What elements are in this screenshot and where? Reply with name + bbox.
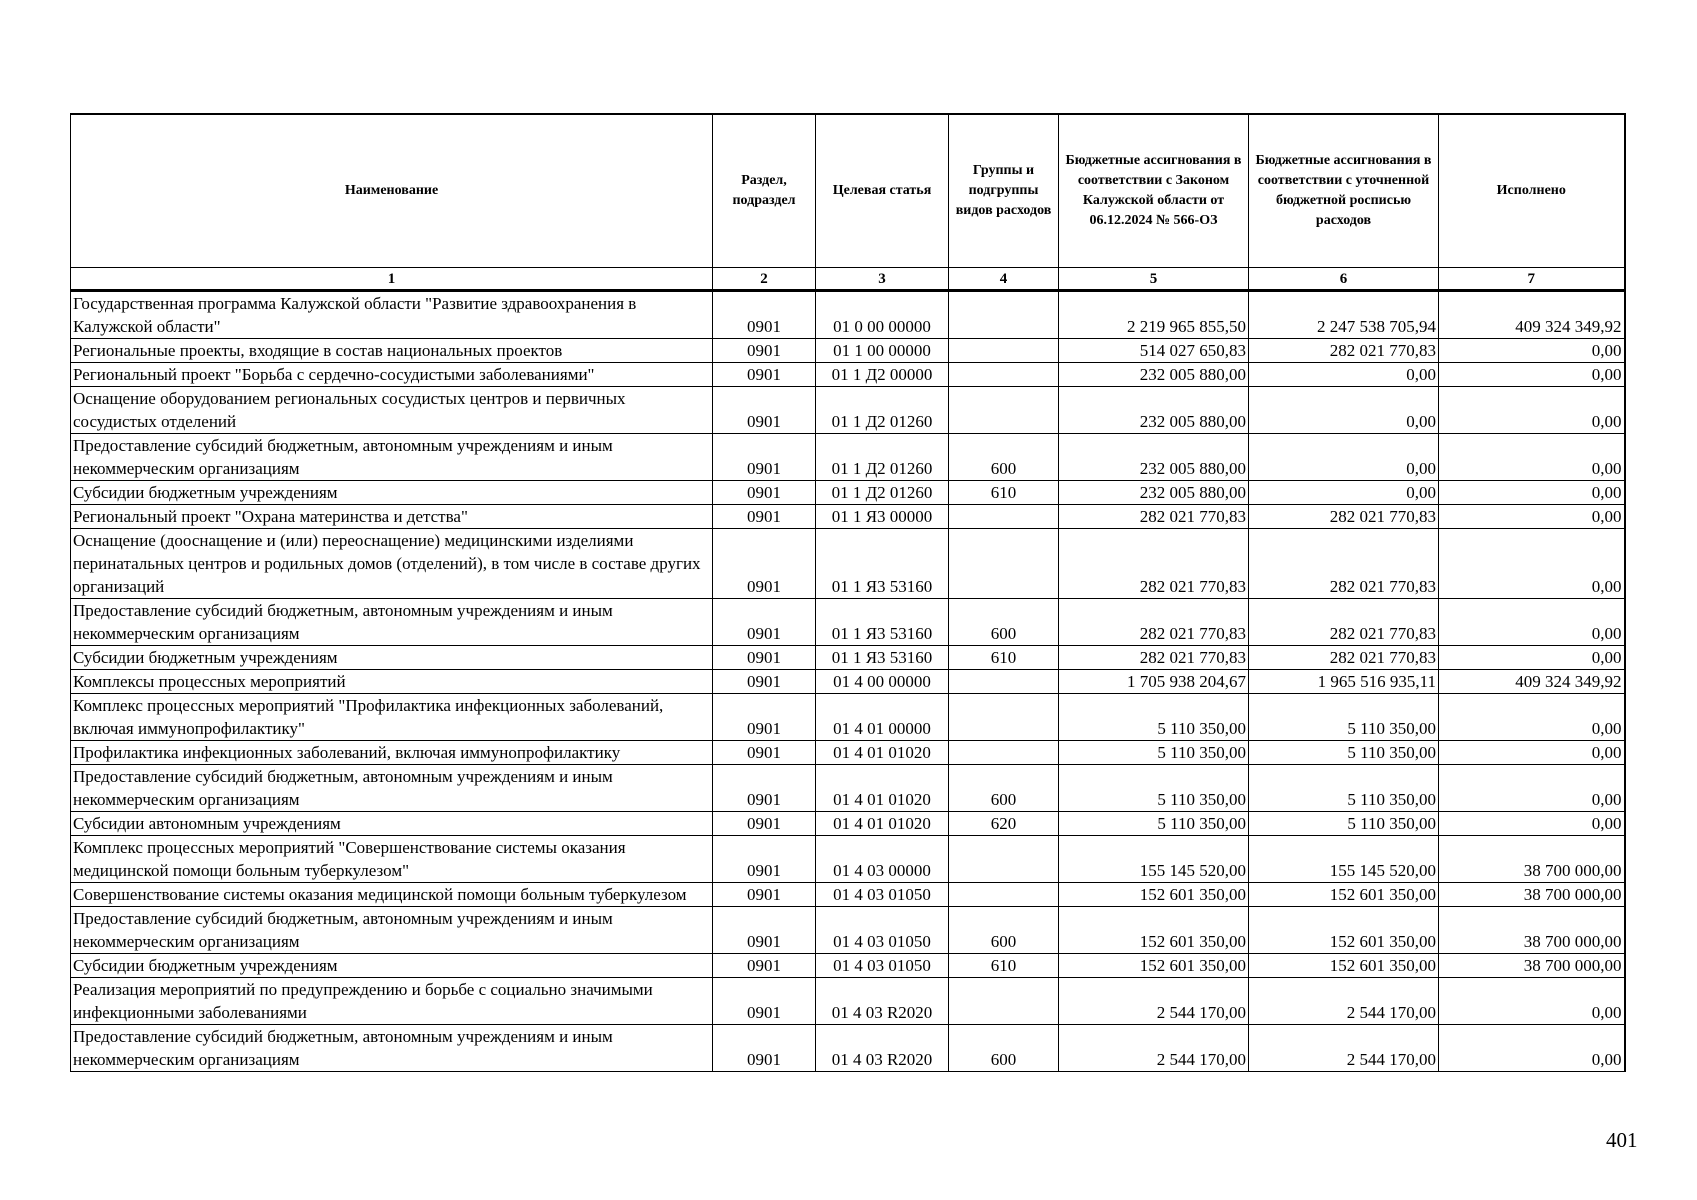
column-number: 2 (713, 268, 816, 291)
row-done-amount: 0,00 (1439, 434, 1625, 481)
row-section: 0901 (713, 363, 816, 387)
row-plan-amount: 282 021 770,83 (1249, 646, 1439, 670)
row-done-amount: 0,00 (1439, 694, 1625, 741)
row-article: 01 4 03 R2020 (816, 1025, 949, 1072)
row-law-amount: 5 110 350,00 (1059, 765, 1249, 812)
row-article: 01 4 01 01020 (816, 812, 949, 836)
row-name: Региональный проект "Охрана материнства и детства" (71, 505, 713, 529)
row-section: 0901 (713, 836, 816, 883)
row-group (949, 883, 1059, 907)
row-done-amount: 38 700 000,00 (1439, 883, 1625, 907)
row-law-amount: 232 005 880,00 (1059, 387, 1249, 434)
row-group: 620 (949, 812, 1059, 836)
header-groups: Группы и подгруппы видов расходов (949, 114, 1059, 268)
row-article: 01 4 01 00000 (816, 694, 949, 741)
row-article: 01 1 Я3 53160 (816, 646, 949, 670)
table-row (71, 670, 1625, 694)
row-plan-amount: 5 110 350,00 (1249, 694, 1439, 741)
row-name: Комплекс процессных мероприятий "Профилактика инфекционных заболеваний, включая иммунопрофилактику" (71, 694, 713, 741)
row-plan-amount: 152 601 350,00 (1249, 883, 1439, 907)
row-plan-amount: 2 544 170,00 (1249, 978, 1439, 1025)
row-section: 0901 (713, 670, 816, 694)
column-number: 7 (1439, 268, 1625, 291)
row-article: 01 1 Д2 00000 (816, 363, 949, 387)
row-group (949, 291, 1059, 339)
row-law-amount: 152 601 350,00 (1059, 907, 1249, 954)
table-row (71, 741, 1625, 765)
table-header-row (71, 114, 1625, 268)
row-name: Субсидии бюджетным учреждениям (71, 646, 713, 670)
row-name: Комплексы процессных мероприятий (71, 670, 713, 694)
row-done-amount: 0,00 (1439, 812, 1625, 836)
row-group: 600 (949, 765, 1059, 812)
row-plan-amount: 0,00 (1249, 434, 1439, 481)
header-done: Исполнено (1439, 114, 1625, 268)
row-section: 0901 (713, 741, 816, 765)
row-done-amount: 409 324 349,92 (1439, 291, 1625, 339)
table-row (71, 1025, 1625, 1072)
row-section: 0901 (713, 765, 816, 812)
table-body (71, 291, 1625, 1072)
header-law: Бюджетные ассигнования в соответствии с Законом Калужской области от 06.12.2024 № 566-ОЗ (1059, 114, 1249, 268)
row-section: 0901 (713, 883, 816, 907)
column-number: 5 (1059, 268, 1249, 291)
row-done-amount: 38 700 000,00 (1439, 954, 1625, 978)
row-done-amount: 409 324 349,92 (1439, 670, 1625, 694)
row-group (949, 978, 1059, 1025)
table-row (71, 363, 1625, 387)
row-article: 01 0 00 00000 (816, 291, 949, 339)
row-law-amount: 282 021 770,83 (1059, 505, 1249, 529)
row-section: 0901 (713, 529, 816, 599)
row-plan-amount: 2 247 538 705,94 (1249, 291, 1439, 339)
row-group (949, 741, 1059, 765)
row-law-amount: 155 145 520,00 (1059, 836, 1249, 883)
row-law-amount: 2 219 965 855,50 (1059, 291, 1249, 339)
row-section: 0901 (713, 434, 816, 481)
row-name: Профилактика инфекционных заболеваний, включая иммунопрофилактику (71, 741, 713, 765)
row-name: Предоставление субсидий бюджетным, автономным учреждениям и иным некоммерческим организациям (71, 907, 713, 954)
row-plan-amount: 152 601 350,00 (1249, 954, 1439, 978)
row-plan-amount: 282 021 770,83 (1249, 529, 1439, 599)
row-plan-amount: 152 601 350,00 (1249, 907, 1439, 954)
row-plan-amount: 0,00 (1249, 481, 1439, 505)
row-section: 0901 (713, 954, 816, 978)
header-plan: Бюджетные ассигнования в соответствии с уточненной бюджетной росписью расходов (1249, 114, 1439, 268)
row-article: 01 1 00 00000 (816, 339, 949, 363)
row-section: 0901 (713, 646, 816, 670)
table-row (71, 812, 1625, 836)
row-plan-amount: 5 110 350,00 (1249, 812, 1439, 836)
row-name: Региональные проекты, входящие в состав национальных проектов (71, 339, 713, 363)
row-group (949, 836, 1059, 883)
row-plan-amount: 155 145 520,00 (1249, 836, 1439, 883)
row-section: 0901 (713, 978, 816, 1025)
row-section: 0901 (713, 812, 816, 836)
row-name: Региональный проект "Борьба с сердечно-сосудистыми заболеваниями" (71, 363, 713, 387)
row-name: Реализация мероприятий по предупреждению и борьбе с социально значимыми инфекционными заболеваниями (71, 978, 713, 1025)
row-article: 01 4 00 00000 (816, 670, 949, 694)
row-law-amount: 5 110 350,00 (1059, 694, 1249, 741)
row-section: 0901 (713, 599, 816, 646)
row-name: Оснащение (дооснащение и (или) переоснащение) медицинскими изделиями перинатальных центров и родильных домов (отделений), в том числе в составе других организаций (71, 529, 713, 599)
header-section: Раздел, подраздел (713, 114, 816, 268)
row-done-amount: 0,00 (1439, 505, 1625, 529)
row-name: Предоставление субсидий бюджетным, автономным учреждениям и иным некоммерческим организациям (71, 1025, 713, 1072)
row-article: 01 4 03 R2020 (816, 978, 949, 1025)
row-law-amount: 282 021 770,83 (1059, 529, 1249, 599)
header-article: Целевая статья (816, 114, 949, 268)
row-article: 01 1 Я3 53160 (816, 599, 949, 646)
table-row (71, 481, 1625, 505)
row-article: 01 4 01 01020 (816, 765, 949, 812)
row-law-amount: 2 544 170,00 (1059, 1025, 1249, 1072)
column-number: 4 (949, 268, 1059, 291)
row-section: 0901 (713, 291, 816, 339)
row-law-amount: 5 110 350,00 (1059, 741, 1249, 765)
row-group (949, 387, 1059, 434)
row-section: 0901 (713, 387, 816, 434)
row-section: 0901 (713, 694, 816, 741)
row-group: 610 (949, 646, 1059, 670)
row-done-amount: 0,00 (1439, 765, 1625, 812)
row-plan-amount: 2 544 170,00 (1249, 1025, 1439, 1072)
column-number-row (71, 268, 1625, 291)
table-row (71, 646, 1625, 670)
table-row (71, 505, 1625, 529)
row-law-amount: 232 005 880,00 (1059, 363, 1249, 387)
row-group (949, 670, 1059, 694)
column-number: 1 (71, 268, 713, 291)
row-name: Предоставление субсидий бюджетным, автономным учреждениям и иным некоммерческим организациям (71, 599, 713, 646)
row-done-amount: 0,00 (1439, 339, 1625, 363)
row-article: 01 4 03 01050 (816, 954, 949, 978)
row-name: Субсидии бюджетным учреждениям (71, 954, 713, 978)
row-name: Совершенствование системы оказания медицинской помощи больным туберкулезом (71, 883, 713, 907)
row-done-amount: 38 700 000,00 (1439, 836, 1625, 883)
row-name: Комплекс процессных мероприятий "Совершенствование системы оказания медицинской помощи больным туберкулезом" (71, 836, 713, 883)
table-row (71, 529, 1625, 599)
table-row (71, 765, 1625, 812)
row-plan-amount: 1 965 516 935,11 (1249, 670, 1439, 694)
row-article: 01 4 03 00000 (816, 836, 949, 883)
row-section: 0901 (713, 481, 816, 505)
table-row (71, 291, 1625, 339)
row-law-amount: 152 601 350,00 (1059, 954, 1249, 978)
row-law-amount: 1 705 938 204,67 (1059, 670, 1249, 694)
table-row (71, 434, 1625, 481)
row-group (949, 694, 1059, 741)
column-number: 3 (816, 268, 949, 291)
row-group (949, 505, 1059, 529)
table-row (71, 599, 1625, 646)
row-done-amount: 0,00 (1439, 599, 1625, 646)
row-done-amount: 0,00 (1439, 978, 1625, 1025)
table-row (71, 387, 1625, 434)
row-plan-amount: 0,00 (1249, 387, 1439, 434)
row-article: 01 4 01 01020 (816, 741, 949, 765)
row-group: 610 (949, 481, 1059, 505)
row-group: 610 (949, 954, 1059, 978)
column-number: 6 (1249, 268, 1439, 291)
page-number: 401 (1606, 1128, 1638, 1152)
row-law-amount: 232 005 880,00 (1059, 481, 1249, 505)
row-article: 01 1 Я3 53160 (816, 529, 949, 599)
row-law-amount: 152 601 350,00 (1059, 883, 1249, 907)
table-row (71, 339, 1625, 363)
row-article: 01 4 03 01050 (816, 907, 949, 954)
header-name: Наименование (71, 114, 713, 268)
table-row (71, 907, 1625, 954)
row-article: 01 1 Д2 01260 (816, 387, 949, 434)
row-plan-amount: 0,00 (1249, 363, 1439, 387)
row-done-amount: 0,00 (1439, 646, 1625, 670)
row-group (949, 363, 1059, 387)
row-done-amount: 0,00 (1439, 387, 1625, 434)
row-article: 01 1 Я3 00000 (816, 505, 949, 529)
row-group: 600 (949, 907, 1059, 954)
budget-table (70, 113, 1626, 1072)
row-name: Субсидии бюджетным учреждениям (71, 481, 713, 505)
row-plan-amount: 282 021 770,83 (1249, 599, 1439, 646)
row-done-amount: 38 700 000,00 (1439, 907, 1625, 954)
table-row (71, 883, 1625, 907)
row-done-amount: 0,00 (1439, 481, 1625, 505)
row-law-amount: 232 005 880,00 (1059, 434, 1249, 481)
table-row (71, 954, 1625, 978)
row-group (949, 339, 1059, 363)
row-group: 600 (949, 434, 1059, 481)
row-name: Субсидии автономным учреждениям (71, 812, 713, 836)
row-name: Предоставление субсидий бюджетным, автономным учреждениям и иным некоммерческим организациям (71, 765, 713, 812)
table-row (71, 694, 1625, 741)
row-plan-amount: 282 021 770,83 (1249, 339, 1439, 363)
row-article: 01 1 Д2 01260 (816, 481, 949, 505)
row-law-amount: 2 544 170,00 (1059, 978, 1249, 1025)
row-group: 600 (949, 599, 1059, 646)
row-group (949, 529, 1059, 599)
row-section: 0901 (713, 339, 816, 363)
row-name: Оснащение оборудованием региональных сосудистых центров и первичных сосудистых отделений (71, 387, 713, 434)
row-section: 0901 (713, 505, 816, 529)
row-group: 600 (949, 1025, 1059, 1072)
row-plan-amount: 5 110 350,00 (1249, 765, 1439, 812)
row-done-amount: 0,00 (1439, 741, 1625, 765)
row-plan-amount: 282 021 770,83 (1249, 505, 1439, 529)
row-name: Предоставление субсидий бюджетным, автономным учреждениям и иным некоммерческим организациям (71, 434, 713, 481)
row-done-amount: 0,00 (1439, 363, 1625, 387)
row-section: 0901 (713, 907, 816, 954)
row-done-amount: 0,00 (1439, 529, 1625, 599)
table-row (71, 978, 1625, 1025)
row-law-amount: 282 021 770,83 (1059, 599, 1249, 646)
row-article: 01 1 Д2 01260 (816, 434, 949, 481)
row-name: Государственная программа Калужской области "Развитие здравоохранения в Калужской области" (71, 291, 713, 339)
row-law-amount: 514 027 650,83 (1059, 339, 1249, 363)
row-plan-amount: 5 110 350,00 (1249, 741, 1439, 765)
table-row (71, 836, 1625, 883)
row-law-amount: 282 021 770,83 (1059, 646, 1249, 670)
row-law-amount: 5 110 350,00 (1059, 812, 1249, 836)
row-done-amount: 0,00 (1439, 1025, 1625, 1072)
row-section: 0901 (713, 1025, 816, 1072)
row-article: 01 4 03 01050 (816, 883, 949, 907)
